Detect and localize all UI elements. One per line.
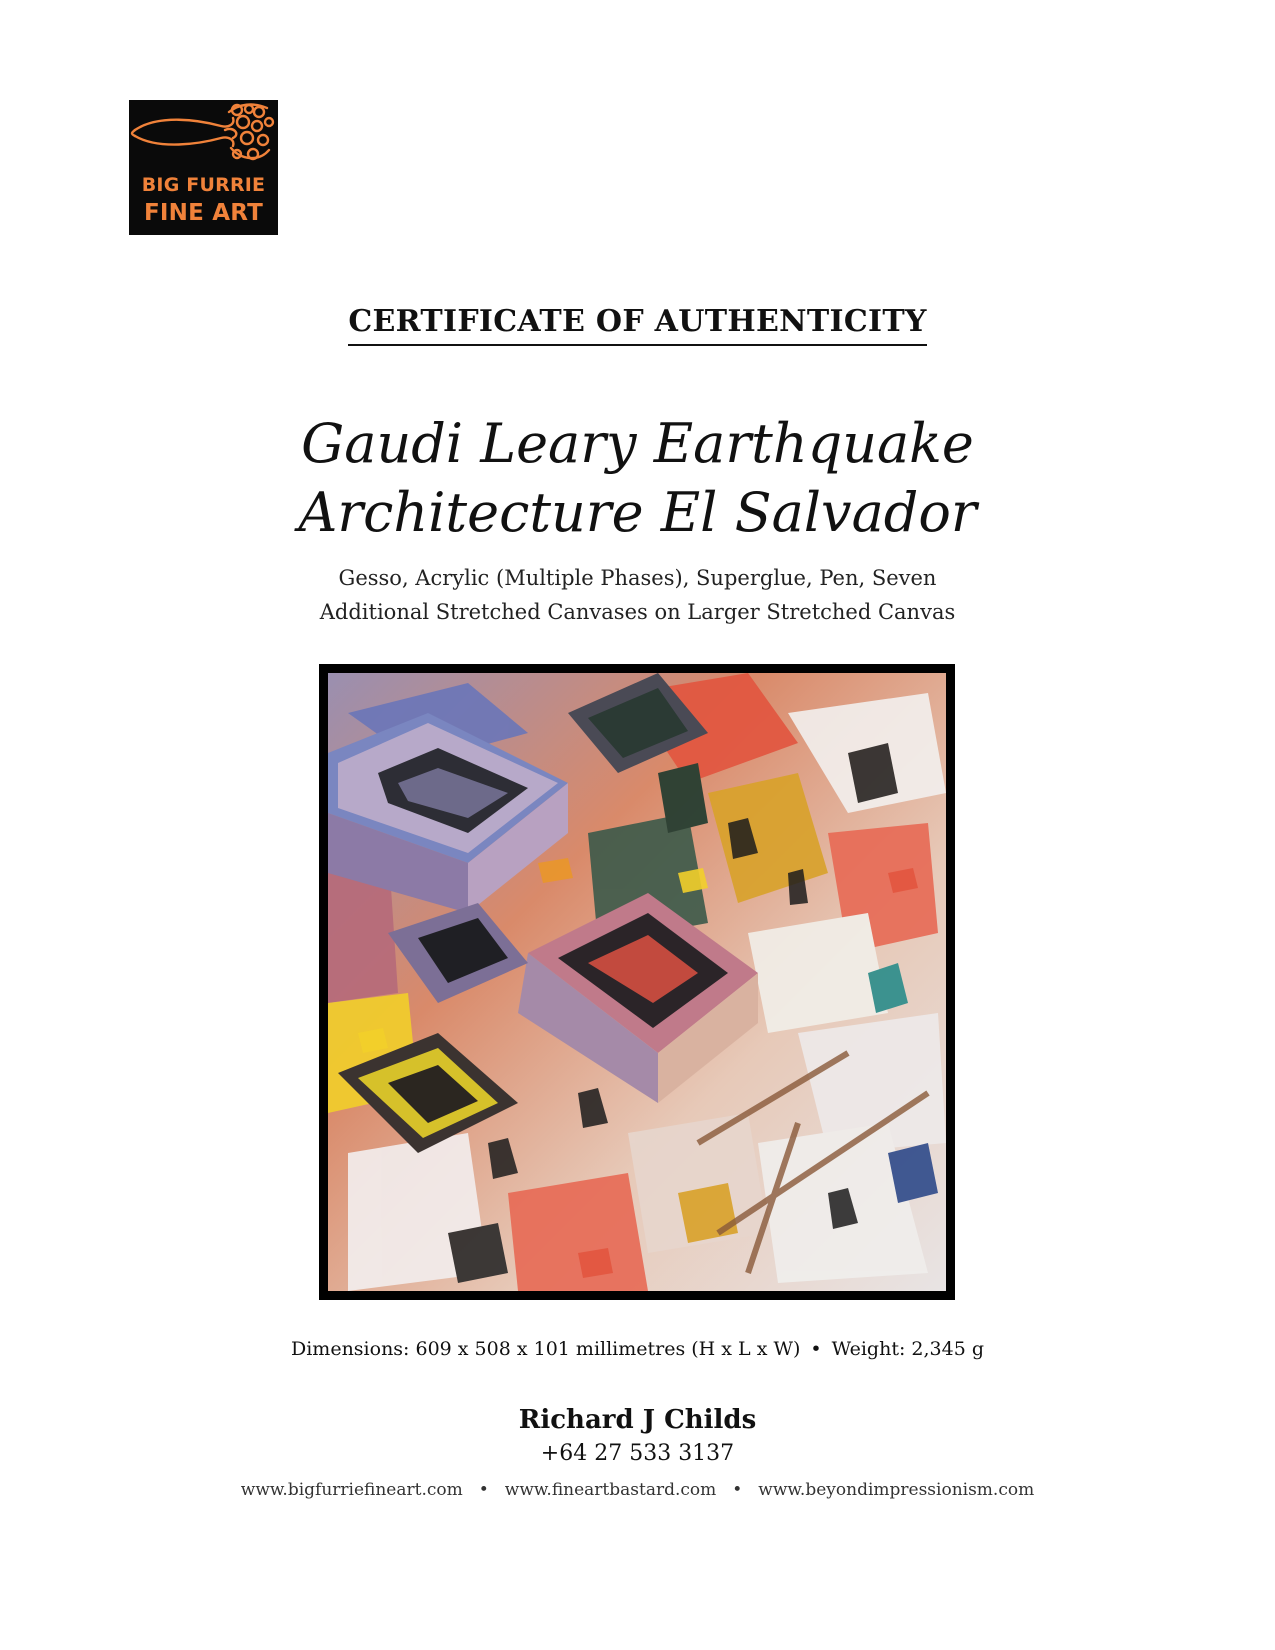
dimensions-text: Dimensions: 609 x 508 x 101 millimetres (H x L x W) bbox=[291, 1338, 801, 1360]
website-link-beyondimpressionism[interactable]: www.beyondimpressionism.com bbox=[758, 1480, 1035, 1500]
website-link-bigfurriefineart[interactable]: www.bigfurriefineart.com bbox=[240, 1480, 463, 1500]
weight-text: Weight: 2,345 g bbox=[831, 1338, 984, 1360]
website-links bbox=[0, 1480, 1275, 1500]
brand-logo bbox=[129, 100, 278, 235]
certificate-heading-text: CERTIFICATE OF AUTHENTICITY bbox=[348, 304, 926, 346]
logo-text-line2: FINE ART bbox=[143, 200, 263, 226]
artwork-frame bbox=[319, 664, 955, 1300]
certificate-heading bbox=[0, 304, 1275, 346]
artwork-title-line2: Architecture El Salvador bbox=[298, 481, 977, 544]
artwork-medium-line1: Gesso, Acrylic (Multiple Phases), Superglue, Pen, Seven bbox=[338, 566, 937, 590]
artwork-specs bbox=[0, 1338, 1275, 1360]
website-separator: • bbox=[478, 1480, 489, 1500]
website-link-fineartbastard[interactable]: www.fineartbastard.com bbox=[504, 1480, 717, 1500]
specs-separator: • bbox=[810, 1338, 822, 1360]
artwork-title-line1: Gaudi Leary Earthquake bbox=[301, 412, 974, 475]
artist-name: Richard J Childs bbox=[518, 1405, 757, 1435]
artist-phone: +64 27 533 3137 bbox=[540, 1441, 735, 1466]
swirl-logo-icon bbox=[129, 100, 278, 170]
abstract-painting-image bbox=[328, 673, 946, 1291]
artwork-medium-line2: Additional Stretched Canvases on Larger Stretched Canvas bbox=[319, 600, 956, 624]
website-separator: • bbox=[732, 1480, 743, 1500]
logo-text-line1: BIG FURRIE bbox=[141, 174, 266, 196]
